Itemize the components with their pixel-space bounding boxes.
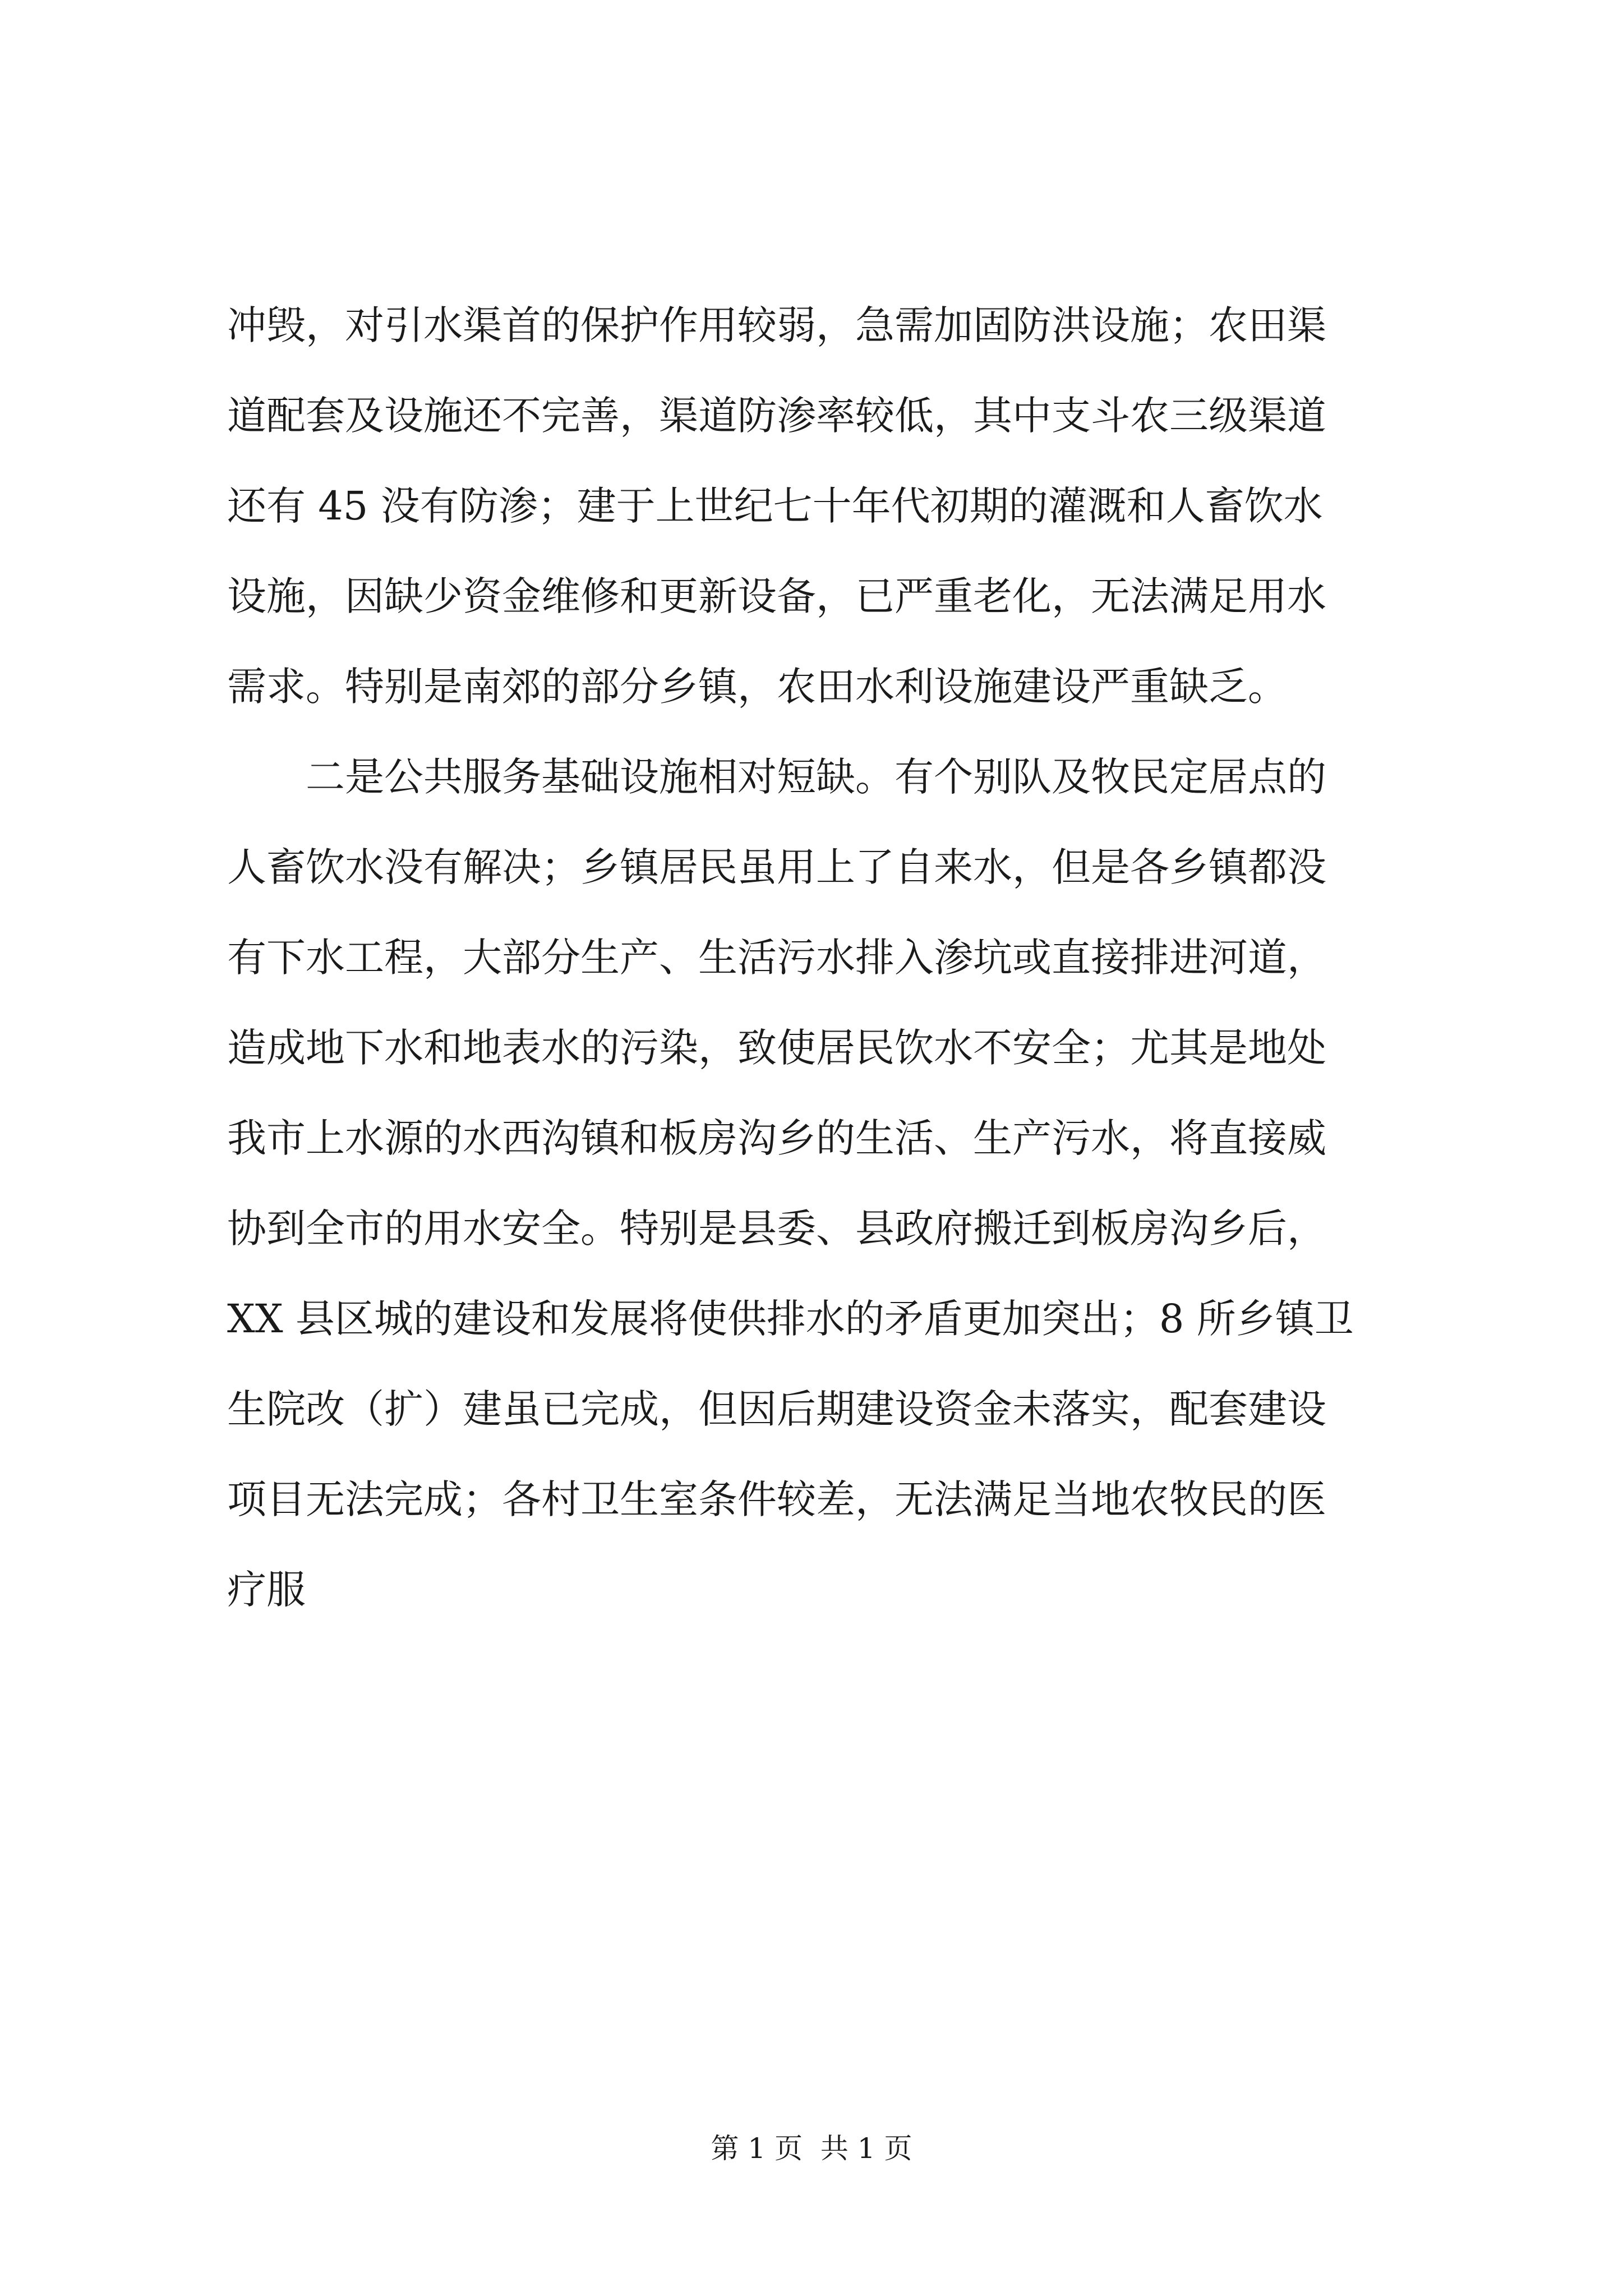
text-line-13: 生院改（扩）建虽已完成，但因后期建设资金未落实，配套建设 bbox=[227, 1386, 1326, 1432]
text-line-14: 项目无法完成；各村卫生室条件较差，无法满足当地农牧民的医 bbox=[227, 1476, 1326, 1522]
text-line-5: 需求。特别是南郊的部分乡镇，农田水利设施建设严重缺乏。 bbox=[227, 664, 1287, 710]
text-line-1: 冲毁，对引水渠首的保护作用较弱，急需加固防洪设施；农田渠 bbox=[227, 302, 1326, 348]
text-line-7: 人畜饮水没有解决；乡镇居民虽用上了自来水，但是各乡镇都没 bbox=[227, 844, 1326, 890]
text-line-4: 设施，因缺少资金维修和更新设备，已严重老化，无法满足用水 bbox=[227, 573, 1326, 619]
text-line-2: 道配套及设施还不完善，渠道防渗率较低，其中支斗农三级渠道 bbox=[227, 393, 1326, 439]
text-line-11: 协到全市的用水安全。特别是县委、县政府搬迁到板房沟乡后， bbox=[227, 1205, 1326, 1251]
text-line-12: XX 县区城的建设和发展将使供排水的矛盾更加突出；8 所乡镇卫 bbox=[227, 1296, 1354, 1342]
text-line-3: 还有 45 没有防渗；建于上世纪七十年代初期的灌溉和人畜饮水 bbox=[227, 483, 1323, 529]
page-footer: 第 1 页 共 1 页 bbox=[711, 2132, 912, 2165]
text-line-15: 疗服 bbox=[227, 1567, 306, 1613]
text-line-9: 造成地下水和地表水的污染，致使居民饮水不安全；尤其是地处 bbox=[227, 1025, 1326, 1071]
text-line-8: 有下水工程，大部分生产、生活污水排入渗坑或直接排进河道， bbox=[227, 935, 1326, 981]
document-body bbox=[227, 280, 1422, 1635]
text-line-10: 我市上水源的水西沟镇和板房沟乡的生活、生产污水，将直接威 bbox=[227, 1115, 1326, 1161]
text-line-6: 二是公共服务基础设施相对短缺。有个别队及牧民定居点的 bbox=[227, 754, 1326, 800]
